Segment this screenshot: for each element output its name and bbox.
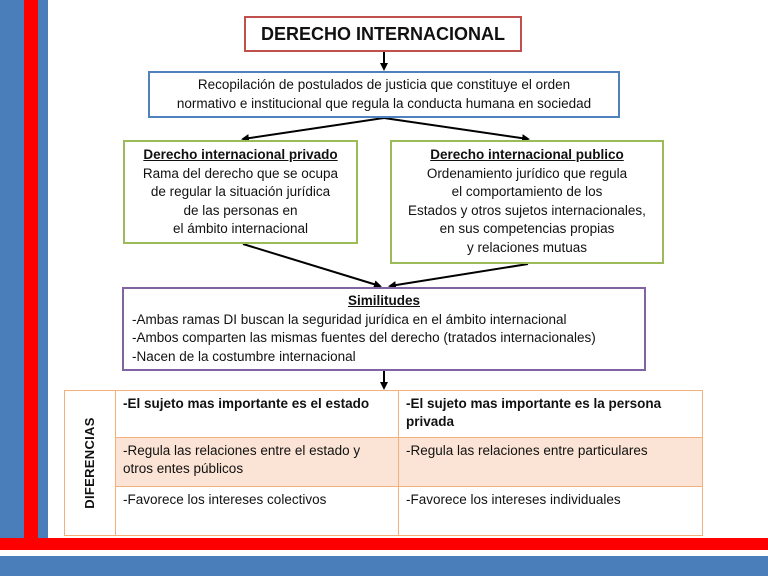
arrow-definition-to-publico: [384, 118, 528, 139]
privado-box: [123, 140, 358, 244]
privado-line: de regular la situación jurídica: [150, 184, 331, 199]
diferencias-table: [64, 390, 703, 536]
privado-title: Derecho internacional privado: [143, 147, 338, 162]
bottom-red-stripe: [0, 538, 768, 550]
similitud-item: -Ambos comparten las mismas fuentes del derecho (tratados internacionales): [132, 330, 596, 345]
diferencias-label: DIFERENCIAS: [82, 417, 97, 509]
table-row: [65, 438, 703, 487]
table-cell: -El sujeto mas importante es la persona privada: [399, 391, 703, 438]
table-cell: -Favorece los intereses individuales: [399, 487, 703, 536]
bottom-blue-stripe: [0, 556, 768, 576]
publico-line: en sus competencias propias: [439, 221, 615, 236]
arrow-publico-to-similitudes: [390, 264, 528, 286]
publico-line: Estados y otros sujetos internacionales,: [408, 202, 646, 218]
definition-line-2: normativo e institucional que regula la conducta humana en sociedad: [176, 95, 592, 111]
bottom-white-gap: [0, 550, 768, 556]
similitud-item: -Ambas ramas DI buscan la seguridad jurídica en el ámbito internacional: [132, 311, 567, 327]
privado-line: de las personas en: [183, 202, 298, 218]
similitudes-title: Similitudes: [347, 293, 420, 308]
publico-line: el comportamiento de los: [451, 184, 603, 199]
definition-line-1: Recopilación de postulados de justicia que constituye el orden: [197, 77, 571, 92]
diagram-title: DERECHO INTERNACIONAL: [260, 24, 505, 44]
definition-box: [148, 71, 620, 118]
publico-title: Derecho internacional publico: [430, 147, 624, 162]
privado-line: el ámbito internacional: [172, 221, 309, 236]
table-cell: -El sujeto mas importante es el estado: [116, 391, 399, 438]
publico-box: [390, 140, 664, 264]
similitudes-box: [122, 287, 646, 371]
left-blue-stripe-inner: [38, 0, 48, 576]
arrow-privado-to-similitudes: [243, 244, 380, 286]
privado-line: Rama del derecho que se ocupa: [142, 165, 339, 181]
title-box: [244, 16, 522, 52]
diferencias-table-wrap: [64, 390, 703, 530]
table-row: [65, 487, 703, 536]
table-cell: -Regula las relaciones entre particulares: [399, 438, 703, 487]
left-blue-stripe: [0, 0, 24, 576]
arrow-definition-to-privado: [243, 118, 384, 139]
table-cell: -Regula las relaciones entre el estado y otros entes públicos: [116, 438, 399, 487]
publico-line: Ordenamiento jurídico que regula: [426, 165, 628, 181]
similitud-item: -Nacen de la costumbre internacional: [132, 348, 356, 364]
table-row: [65, 391, 703, 438]
left-red-stripe: [24, 0, 38, 576]
diferencias-label-cell: [65, 391, 116, 536]
table-cell: -Favorece los intereses colectivos: [116, 487, 399, 536]
publico-line: y relaciones mutuas: [466, 239, 588, 255]
